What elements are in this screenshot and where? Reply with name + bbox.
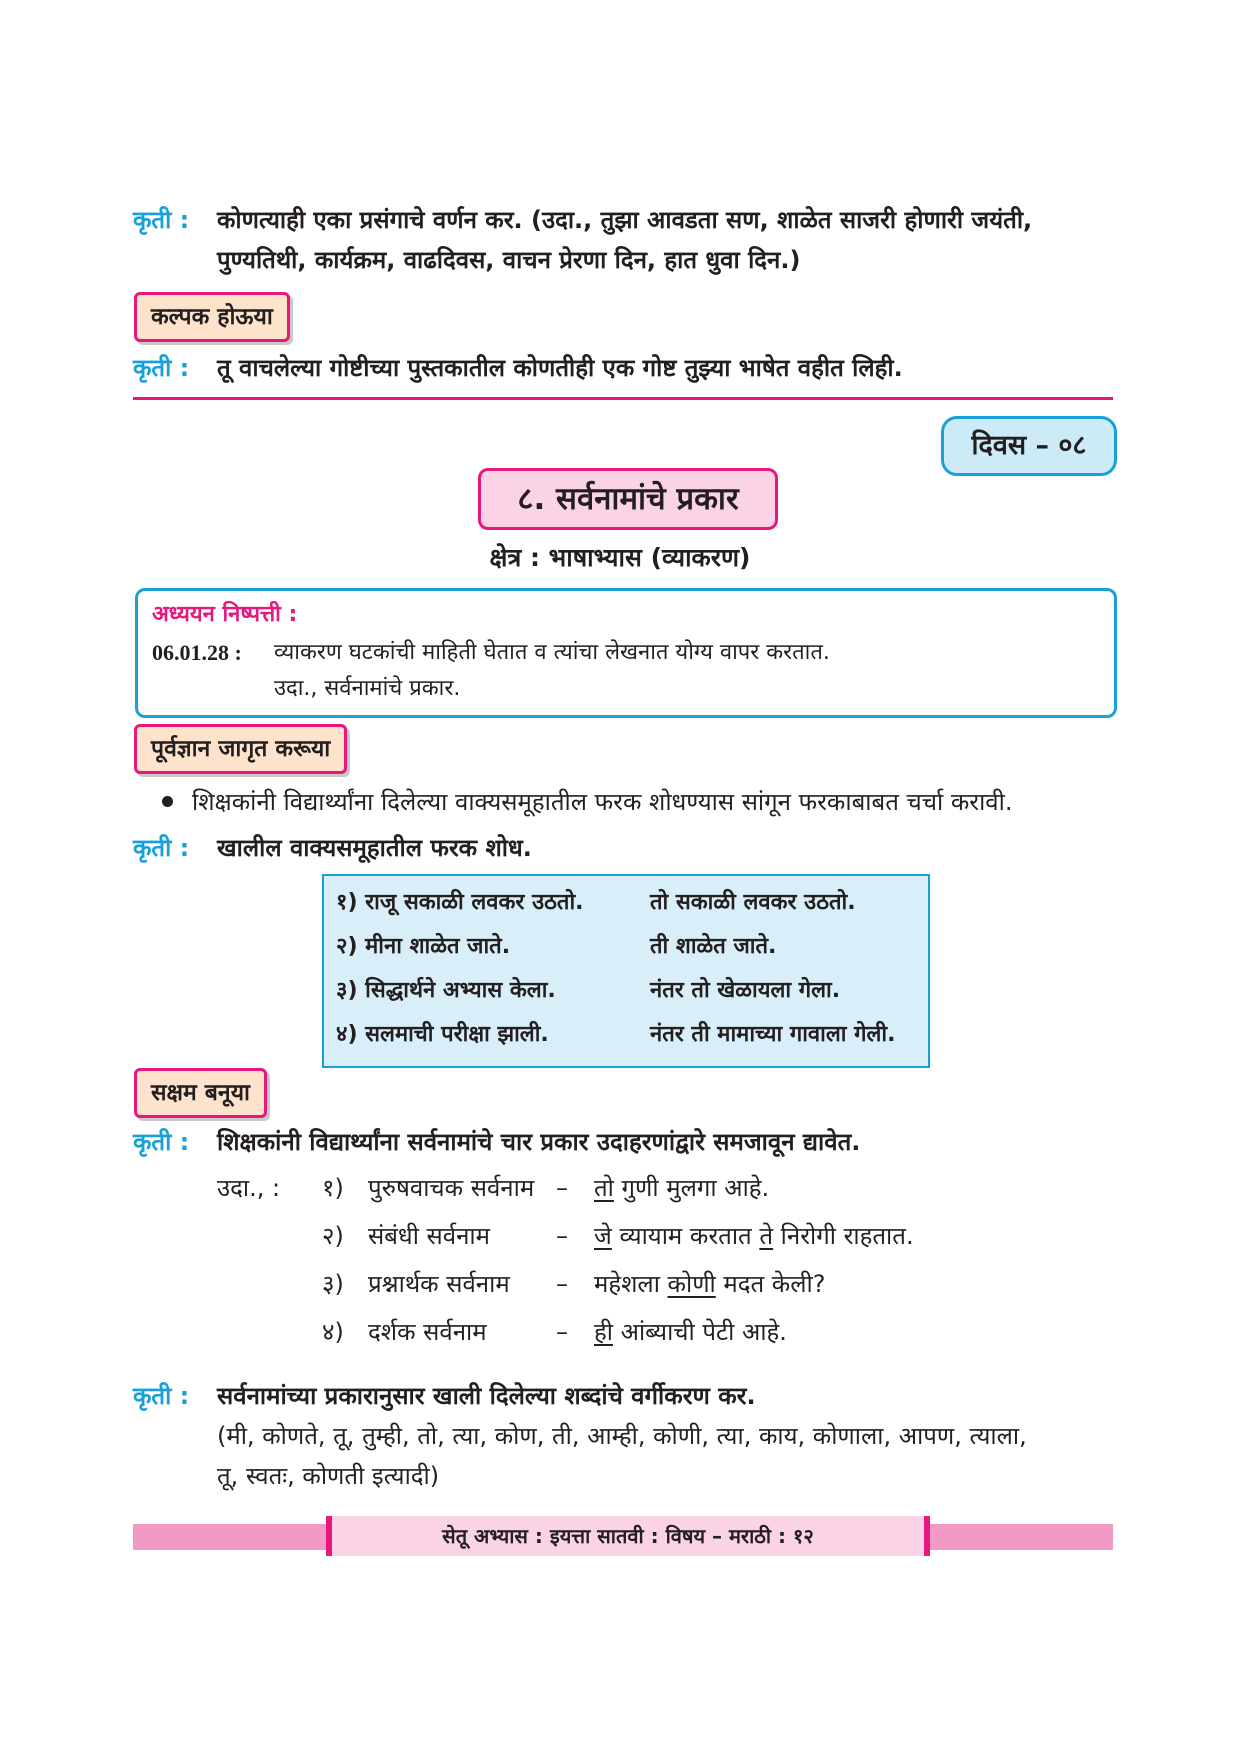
sentence-comparison-box <box>322 874 930 1068</box>
sentence-left-3: ३) सिद्धार्थने अभ्यास केला. <box>336 978 556 1003</box>
activity5-line3: तू, स्वतः, कोणती इत्यादी) <box>217 1462 440 1490</box>
section-purvadnyan: पूर्वज्ञान जागृत करूया <box>134 724 347 774</box>
sentence-right-2: ती शाळेत जाते. <box>650 934 777 959</box>
pronoun-num: १) <box>322 1174 344 1202</box>
outcome-line1: व्याकरण घटकांची माहिती घेतात व त्यांचा लेखनात योग्य वापर करतात. <box>274 640 830 665</box>
activity5-line2: (मी, कोणते, तू, तुम्ही, तो, त्या, कोण, ती, आम्ही, कोणी, त्या, काय, कोणाला, आपण, त्याला, <box>217 1422 1027 1450</box>
outcome-heading: अध्ययन निष्पत्ती : <box>152 602 298 627</box>
sentence-right-4: नंतर ती मामाच्या गावाला गेली. <box>650 1022 896 1047</box>
activity1-line2: पुण्यतिथी, कार्यक्रम, वाढदिवस, वाचन प्रेरणा दिन, हात धुवा दिन.) <box>217 246 801 274</box>
activity5-line1: सर्वनामांच्या प्रकारानुसार खाली दिलेल्या शब्दांचे वर्गीकरण कर. <box>217 1382 756 1410</box>
sentence-left-2: २) मीना शाळेत जाते. <box>336 934 511 959</box>
kruti-label: कृती : <box>133 1128 190 1156</box>
pronoun-dash: – <box>556 1270 568 1298</box>
pronoun-example: जे व्यायाम करतात ते निरोगी राहतात. <box>594 1222 914 1250</box>
pronoun-num: ३) <box>322 1270 344 1298</box>
kruti-label: कृती : <box>133 206 190 234</box>
pronoun-example: तो गुणी मुलगा आहे. <box>594 1174 770 1202</box>
pronoun-example: ही आंब्याची पेटी आहे. <box>594 1318 787 1346</box>
pronoun-dash: – <box>556 1174 568 1202</box>
uda-label: उदा., : <box>217 1174 281 1202</box>
sentence-left-4: ४) सलमाची परीक्षा झाली. <box>336 1022 549 1047</box>
sentence-right-1: तो सकाळी लवकर उठतो. <box>650 890 856 915</box>
lesson-title: ८. सर्वनामांचे प्रकार <box>478 468 778 530</box>
activity2-text: तू वाचलेल्या गोष्टीच्या पुस्तकातील कोणतीही एक गोष्ट तुझ्या भाषेत वहीत लिही. <box>217 354 903 382</box>
pronoun-name: संबंधी सर्वनाम <box>368 1222 490 1250</box>
learning-outcome-box <box>135 588 1117 718</box>
day-badge: दिवस – ०८ <box>941 416 1117 476</box>
sentence-left-1: १) राजू सकाळी लवकर उठतो. <box>336 890 584 915</box>
activity3-text: खालील वाक्यसमूहातील फरक शोध. <box>217 834 532 862</box>
section-divider <box>133 397 1113 400</box>
pronoun-type-row <box>322 1168 344 1208</box>
outcome-code: 06.01.28 : <box>152 640 242 665</box>
kruti-label: कृती : <box>133 834 190 862</box>
activity1-line1: कोणत्याही एका प्रसंगाचे वर्णन कर. (उदा., तुझा आवडता सण, शाळेत साजरी होणारी जयंती, <box>217 206 1033 234</box>
pronoun-num: ४) <box>322 1318 344 1346</box>
pronoun-num: २) <box>322 1222 344 1250</box>
activity4-text: शिक्षकांनी विद्यार्थ्यांना सर्वनामांचे चार प्रकार उदाहरणांद्वारे समजावून द्यावेत. <box>217 1128 861 1156</box>
kruti-label: कृती : <box>133 354 190 382</box>
section-saksham: सक्षम बनूया <box>134 1068 267 1118</box>
pronoun-dash: – <box>556 1318 568 1346</box>
outcome-line2: उदा., सर्वनामांचे प्रकार. <box>274 676 461 701</box>
sentence-right-3: नंतर तो खेळायला गेला. <box>650 978 841 1003</box>
kruti-label: कृती : <box>133 1382 190 1410</box>
bullet-text: शिक्षकांनी विद्यार्थ्यांना दिलेल्या वाक्यसमूहातील फरक शोधण्यास सांगून फरकाबाबत चर्चा करावी. <box>192 788 1013 816</box>
pronoun-name: प्रश्नार्थक सर्वनाम <box>368 1270 510 1298</box>
pronoun-name: दर्शक सर्वनाम <box>368 1318 487 1346</box>
pronoun-name: पुरुषवाचक सर्वनाम <box>368 1174 535 1202</box>
pronoun-dash: – <box>556 1222 568 1250</box>
area-label: क्षेत्र : भाषाभ्यास (व्याकरण) <box>489 543 751 572</box>
pronoun-example: महेशला कोणी मदत केली? <box>594 1270 826 1298</box>
footer-text: सेतू अभ्यास : इयत्ता सातवी : विषय – मराठी : १२ <box>326 1516 930 1556</box>
bullet-icon <box>162 796 173 807</box>
section-kalpak: कल्पक होऊया <box>134 292 290 342</box>
